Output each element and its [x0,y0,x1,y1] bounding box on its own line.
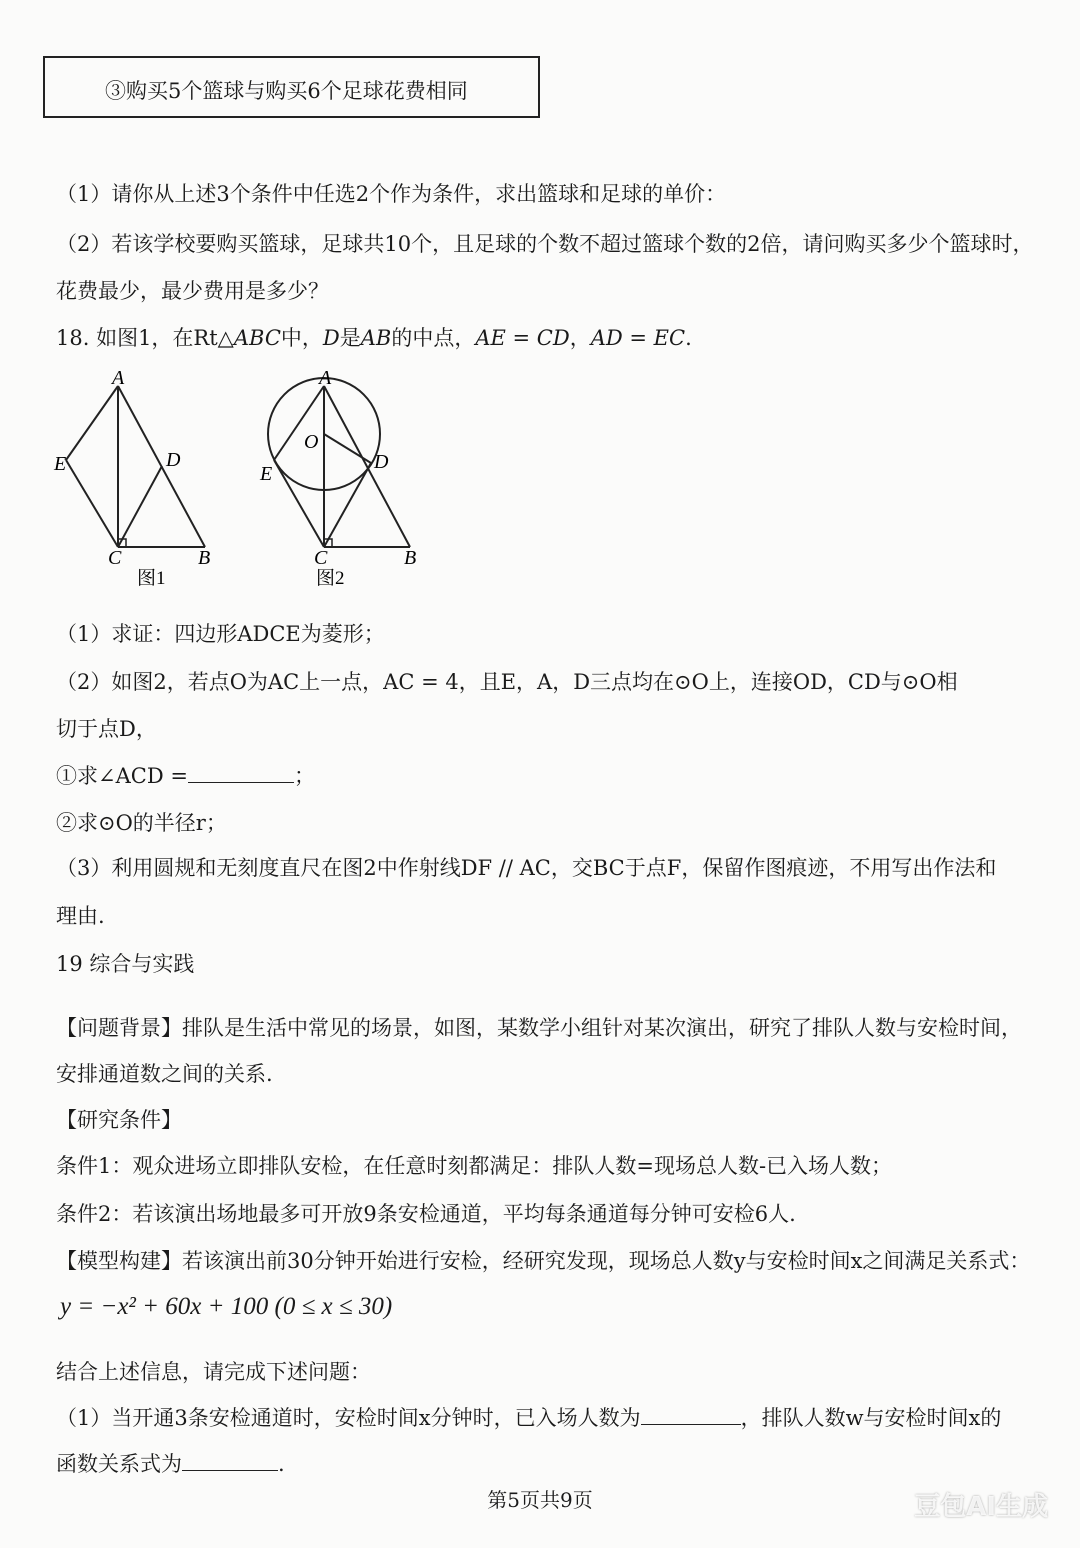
fig2-segment-CD [324,463,371,547]
q19-background-line1: 【问题背景】排队是生活中常见的场景，如图，某数学小组针对某次演出，研究了排队人数与安检时间， [56,1016,1022,1040]
answer-blank[interactable] [641,1404,741,1425]
figure-2 [268,378,410,547]
fig1-label-C: C [108,547,122,569]
q19-model: 【模型构建】若该演出前30分钟开始进行安检，经研究发现，现场总人数y与安检时间x之间满足关系式： [56,1249,1031,1273]
fig1-segment-AE [66,386,118,460]
q19-conditions-title: 【研究条件】 [56,1108,182,1132]
q18-part3-line2: 理由. [56,904,105,928]
fig2-segment-EC [274,460,324,547]
q18-part2-ii: ②求⊙O的半径r； [56,811,227,835]
fig2-label-O: O [304,431,319,453]
fig1-label-A: A [112,367,125,389]
fig2-label-D: D [374,451,389,473]
q19-question1-line2: 函数关系式为 . [56,1452,285,1476]
q18-part3-line1: （3）利用圆规和无刻度直尺在图2中作射线DF // AC，交BC于点F，保留作图痕迹，不用写出作法和 [56,856,997,880]
condition-3: ③购买5个篮球与购买6个足球花费相同 [105,79,468,103]
fig1-segment-CD [118,466,162,547]
q19-condition-1: 条件1：观众进场立即排队安检，在任意时刻都满足：排队人数=现场总人数-已入场人数； [56,1154,893,1178]
fig2-label-A: A [319,367,332,389]
watermark: 豆包AI生成 [914,1492,1048,1522]
q18-part2-line1: （2）如图2，若点O为AC上一点，AC = 4，且E，A，D三点均在⊙O上，连接OD，CD与⊙O相 [56,670,958,694]
fig2-label-B: B [404,547,417,569]
q18-part2-i: ①求∠ACD = ； [56,764,315,788]
fig1-label-D: D [166,449,181,471]
q19-title: 19 综合与实践 [56,952,195,976]
q19-condition-2: 条件2：若该演出场地最多可开放9条安检通道，平均每条通道每分钟可安检6人. [56,1202,796,1226]
fig2-label-E: E [260,463,273,485]
fig1-caption: 图1 [137,568,166,589]
fig2-caption: 图2 [316,568,345,589]
q19-question1-line1: （1）当开通3条安检通道时，安检时间x分钟时，已入场人数为 ，排队人数w与安检时间x的 [56,1406,1002,1430]
page-footer: 第5页共9页 [487,1488,593,1512]
q19-instruction: 结合上述信息，请完成下述问题： [56,1360,371,1384]
q18-part2-line2: 切于点D， [56,717,157,741]
q17-part1: （1）请你从上述3个条件中任选2个作为条件，求出篮球和足球的单价： [56,182,727,206]
q17-part2-line2: 花费最少，最少费用是多少？ [56,279,329,303]
condition-box [43,56,540,118]
q19-formula: y = −x² + 60x + 100 (0 ≤ x ≤ 30) [60,1293,393,1320]
q18-stem: 18. 如图1，在Rt△ABC中，D是AB的中点，AE = CD，AD = EC. [56,326,692,350]
q17-part2-line1: （2）若该学校要购买篮球，足球共10个，且足球的个数不超过篮球个数的2倍，请问购买多少个篮球时， [56,232,1034,256]
fig1-segment-EC [66,460,118,547]
fig2-label-C: C [314,547,328,569]
q18-figures [40,360,460,600]
fig1-label-B: B [198,547,211,569]
fig1-label-E: E [54,453,67,475]
figure-1 [66,386,205,547]
answer-blank[interactable] [188,762,294,783]
q19-background-line2: 安排通道数之间的关系. [56,1062,273,1086]
answer-blank[interactable] [182,1450,278,1471]
fig2-segment-OD [324,434,371,463]
q18-part1: （1）求证：四边形ADCE为菱形； [56,622,385,646]
